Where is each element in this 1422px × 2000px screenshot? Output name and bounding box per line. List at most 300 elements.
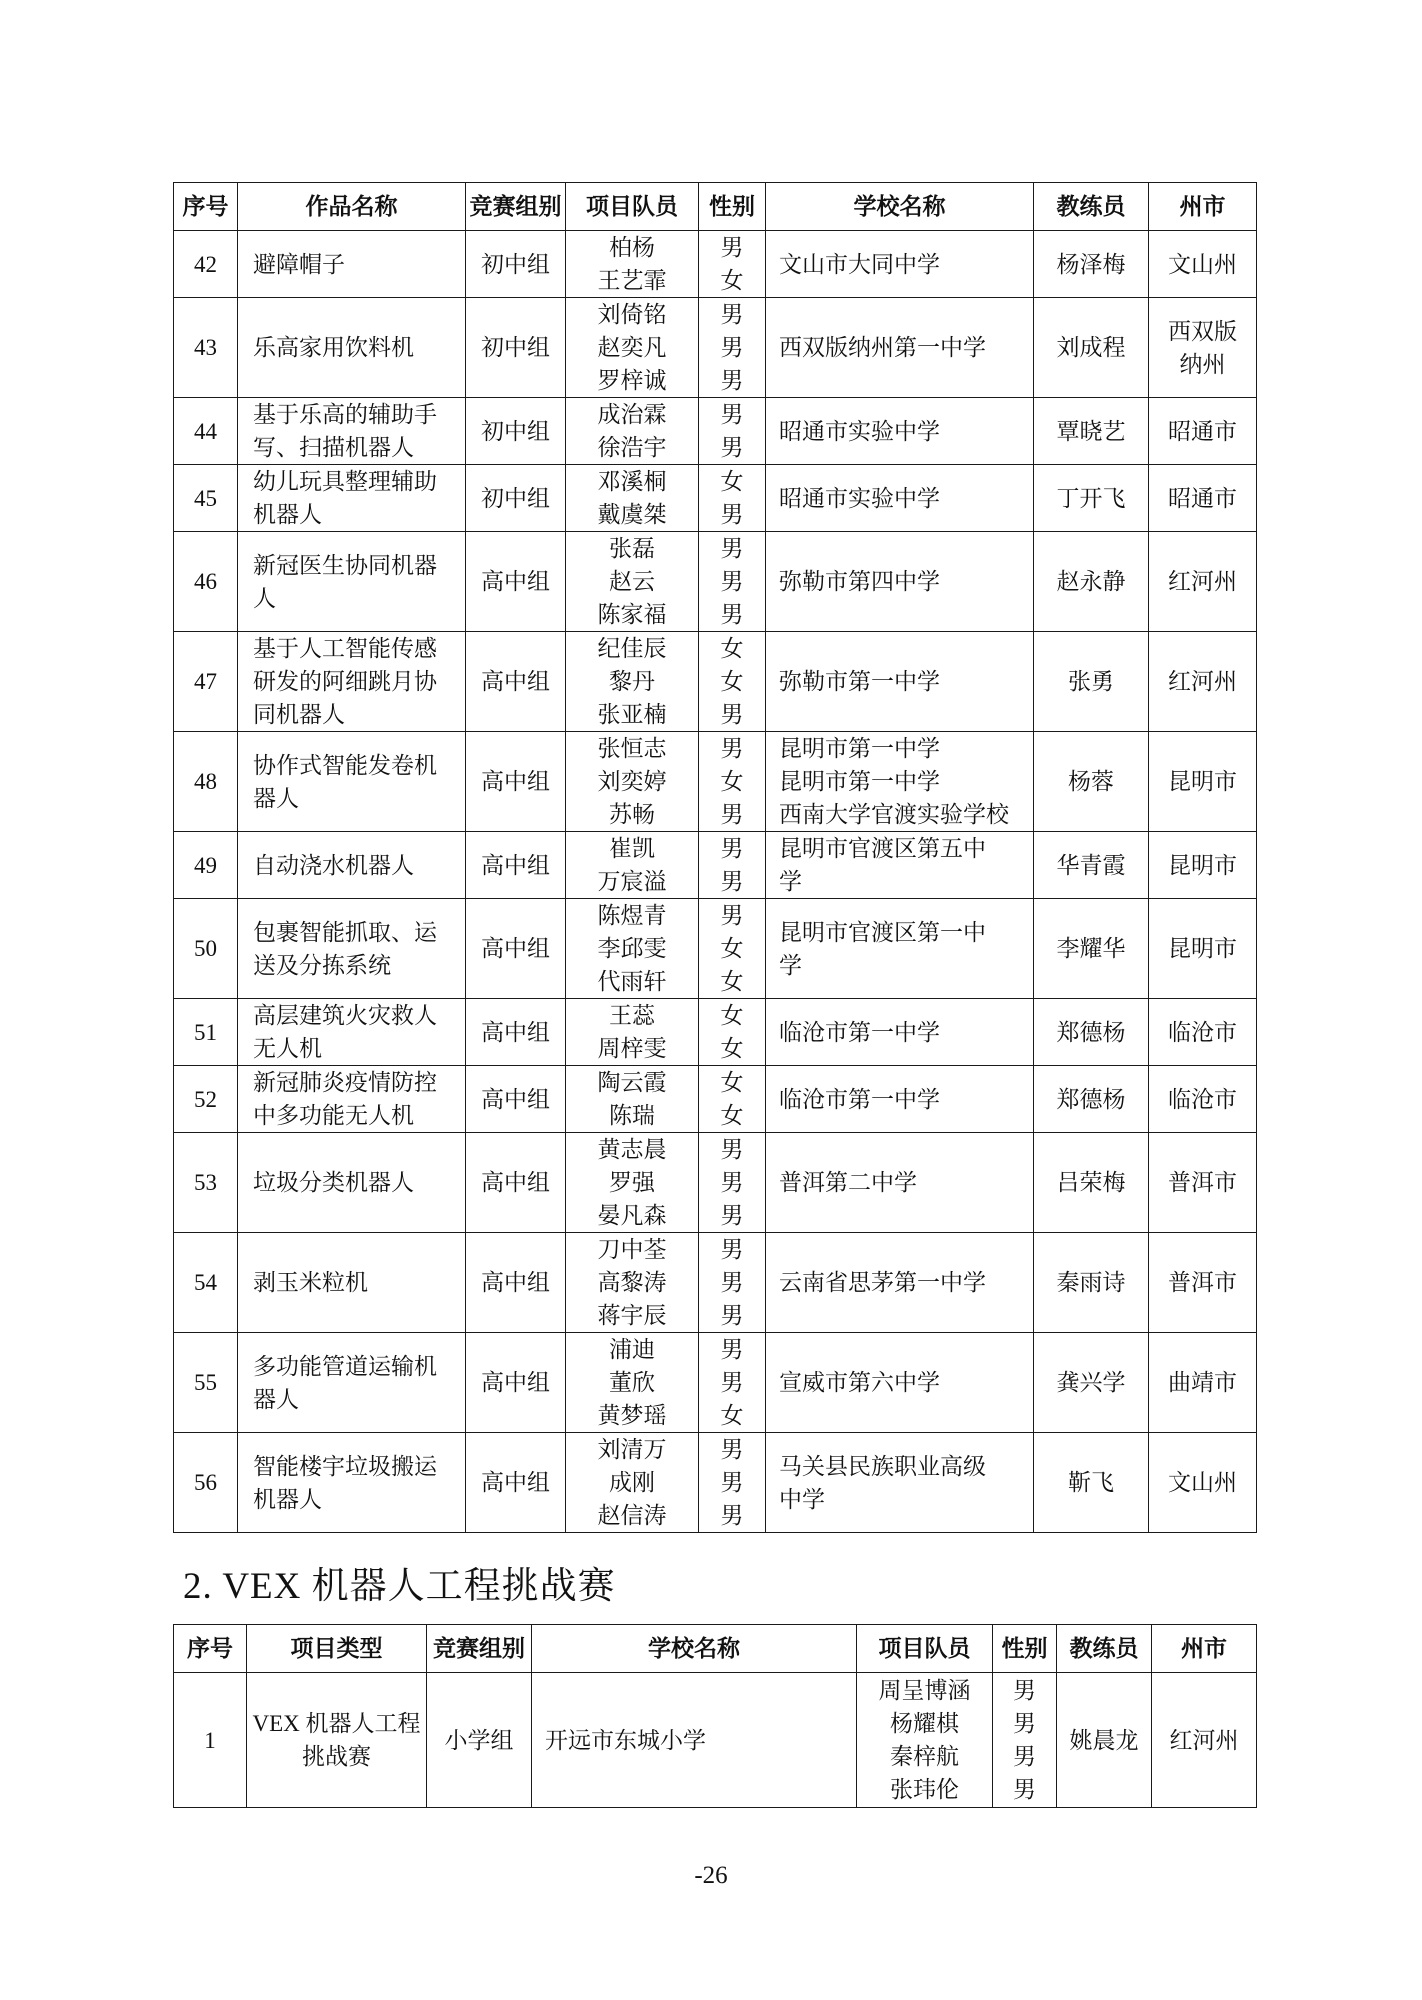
table-head	[174, 1625, 1257, 1673]
member-name: 罗梓诚	[597, 368, 667, 393]
group-cell	[466, 632, 566, 732]
city-name: 普洱市	[1168, 1170, 1237, 1195]
member-gender: 男	[720, 903, 744, 928]
city-name: 西双版纳州	[1168, 318, 1237, 377]
gender-cell	[699, 732, 766, 832]
city-cell	[1149, 231, 1257, 298]
column-header: 州市	[1149, 183, 1257, 231]
member-gender: 女	[720, 769, 744, 794]
table-row	[174, 832, 1257, 899]
school-cell	[532, 1673, 857, 1808]
work-name: 垃圾分类机器人	[253, 1170, 414, 1195]
member-gender: 男	[1013, 1744, 1036, 1769]
members-cell	[566, 999, 699, 1066]
row-number: 1	[204, 1727, 216, 1753]
row-number: 48	[194, 769, 217, 794]
member-name: 邓溪桐	[597, 469, 667, 494]
city-cell	[1149, 298, 1257, 398]
coach-cell	[1057, 1673, 1152, 1808]
work-name: 新冠医生协同机器人	[253, 552, 437, 611]
group-cell	[466, 999, 566, 1066]
competition-group: 高中组	[481, 1019, 550, 1045]
competition-group: 小学组	[444, 1727, 514, 1753]
coach-name: 杨泽梅	[1056, 251, 1126, 277]
competition-group: 高中组	[481, 569, 550, 594]
member-name: 黄梦瑶	[597, 1403, 667, 1428]
city-cell	[1149, 1333, 1257, 1433]
row-number: 46	[194, 569, 217, 594]
members-cell	[857, 1673, 993, 1808]
school-cell	[766, 298, 1034, 398]
competition-group: 高中组	[481, 769, 550, 794]
member-name: 赵奕凡	[597, 335, 667, 360]
members-cell	[566, 632, 699, 732]
member-gender: 男	[720, 1437, 744, 1462]
table-row	[174, 398, 1257, 465]
table-body	[174, 1673, 1257, 1808]
member-gender: 男	[720, 1203, 744, 1228]
member-gender: 男	[720, 402, 744, 427]
school-name: 弥勒市第四中学	[779, 569, 940, 594]
member-gender: 女	[720, 936, 744, 961]
member-gender: 女	[720, 469, 744, 494]
member-gender: 男	[720, 302, 744, 327]
members-cell	[566, 1133, 699, 1233]
member-name: 赵信涛	[597, 1503, 667, 1528]
gender-cell	[699, 1133, 766, 1233]
school-name: 弥勒市第一中学	[779, 669, 940, 694]
city-name: 临沧市	[1168, 1086, 1237, 1112]
member-name: 李邱雯	[597, 936, 667, 961]
work-name: 剥玉米粒机	[253, 1270, 368, 1295]
member-name: 崔凯	[609, 836, 655, 861]
gender-cell	[699, 899, 766, 999]
table-row	[174, 465, 1257, 532]
competition-group: 高中组	[481, 1470, 550, 1495]
group-cell	[466, 1233, 566, 1333]
school-name: 昆明市第一中学	[779, 769, 940, 794]
work-name-cell	[238, 298, 466, 398]
city-name: 昆明市	[1168, 769, 1237, 794]
competition-group: 高中组	[481, 1086, 550, 1112]
row-number: 45	[194, 485, 217, 511]
group-cell	[466, 899, 566, 999]
member-gender: 男	[720, 1337, 744, 1362]
coach-cell	[1034, 899, 1149, 999]
row-number: 52	[194, 1086, 217, 1112]
work-name: 多功能管道运输机器人	[253, 1353, 437, 1412]
member-gender: 男	[720, 1137, 744, 1162]
city-name: 红河州	[1169, 1727, 1239, 1753]
member-gender: 男	[720, 335, 744, 360]
table-row	[174, 1066, 1257, 1133]
coach-name: 华青霞	[1056, 852, 1126, 878]
member-name: 代雨轩	[597, 969, 667, 994]
school-cell	[766, 832, 1034, 899]
city-cell	[1149, 899, 1257, 999]
coach-cell	[1034, 465, 1149, 532]
member-gender: 女	[720, 268, 744, 293]
school-cell	[766, 632, 1034, 732]
work-name-cell	[238, 1233, 466, 1333]
gender-cell	[699, 1433, 766, 1533]
member-name: 黄志晨	[597, 1137, 667, 1162]
member-name: 陈煜青	[597, 903, 667, 928]
member-gender: 男	[720, 235, 744, 260]
coach-name: 张勇	[1068, 669, 1114, 694]
city-cell	[1149, 1133, 1257, 1233]
coach-name: 丁开飞	[1056, 485, 1126, 511]
members-cell	[566, 298, 699, 398]
work-name-cell	[238, 732, 466, 832]
work-name-cell	[238, 231, 466, 298]
table-header-row	[174, 183, 1257, 231]
number-cell	[174, 999, 238, 1066]
row-number: 55	[194, 1370, 217, 1395]
gender-cell	[699, 231, 766, 298]
number-cell	[174, 1133, 238, 1233]
city-cell	[1152, 1673, 1257, 1808]
coach-name: 龚兴学	[1056, 1370, 1126, 1395]
member-name: 柏杨	[609, 235, 655, 260]
group-cell	[466, 298, 566, 398]
school-name: 临沧市第一中学	[779, 1086, 940, 1112]
table-row	[174, 732, 1257, 832]
city-cell	[1149, 632, 1257, 732]
group-cell	[466, 1333, 566, 1433]
school-name: 临沧市第一中学	[779, 1019, 940, 1045]
member-gender: 男	[720, 1470, 744, 1495]
school-name: 云南省思茅第一中学	[779, 1270, 986, 1295]
group-cell	[427, 1673, 532, 1808]
member-name: 王蕊	[609, 1003, 655, 1028]
members-cell	[566, 899, 699, 999]
city-name: 昭通市	[1168, 485, 1237, 511]
work-name-cell	[238, 899, 466, 999]
competition-group: 初中组	[481, 335, 550, 360]
table-row	[174, 1433, 1257, 1533]
work-name: 乐高家用饮料机	[253, 335, 414, 360]
member-name: 周呈博涵	[878, 1678, 971, 1703]
city-cell	[1149, 832, 1257, 899]
member-name: 黎丹	[609, 669, 655, 694]
competition-group: 高中组	[481, 669, 550, 694]
coach-name: 郑德杨	[1056, 1019, 1126, 1045]
group-cell	[466, 532, 566, 632]
school-name: 西双版纳州第一中学	[779, 335, 986, 360]
school-name: 文山市大同中学	[779, 251, 940, 277]
member-gender: 男	[720, 536, 744, 561]
gender-cell	[699, 398, 766, 465]
school-cell	[766, 398, 1034, 465]
member-name: 纪佳辰	[597, 636, 667, 661]
member-gender: 男	[720, 368, 744, 393]
city-name: 昆明市	[1168, 936, 1237, 961]
member-gender: 男	[720, 569, 744, 594]
member-name: 张恒志	[597, 736, 667, 761]
member-name: 陈瑞	[609, 1103, 655, 1128]
member-gender: 男	[720, 1270, 744, 1295]
member-gender: 男	[1013, 1777, 1036, 1802]
member-name: 万宸溢	[597, 869, 667, 894]
coach-name: 李耀华	[1056, 936, 1126, 961]
number-cell	[174, 1233, 238, 1333]
member-name: 刘清万	[597, 1437, 667, 1462]
work-name-cell	[238, 532, 466, 632]
gender-cell	[699, 832, 766, 899]
group-cell	[466, 1066, 566, 1133]
members-cell	[566, 465, 699, 532]
table-row	[174, 532, 1257, 632]
member-name: 成刚	[609, 1470, 655, 1495]
coach-cell	[1034, 999, 1149, 1066]
school-cell	[766, 899, 1034, 999]
number-cell	[174, 1433, 238, 1533]
column-header: 性别	[699, 183, 766, 231]
member-gender: 女	[720, 1036, 744, 1061]
column-header: 项目队员	[857, 1625, 993, 1673]
row-number: 54	[194, 1270, 217, 1295]
table-row	[174, 1673, 1257, 1808]
group-cell	[466, 398, 566, 465]
gender-cell	[993, 1673, 1057, 1808]
school-name: 宣威市第六中学	[779, 1370, 940, 1395]
coach-cell	[1034, 832, 1149, 899]
work-name: 避障帽子	[253, 251, 345, 277]
number-cell	[174, 398, 238, 465]
group-cell	[466, 231, 566, 298]
member-name: 浦迪	[609, 1337, 655, 1362]
row-number: 47	[194, 669, 217, 694]
number-cell	[174, 1066, 238, 1133]
number-cell	[174, 465, 238, 532]
coach-name: 杨蓉	[1068, 769, 1114, 794]
row-number: 49	[194, 852, 217, 878]
group-cell	[466, 1133, 566, 1233]
work-name: 包裹智能抓取、运送及分拣系统	[253, 919, 437, 978]
award-table-robot-works	[173, 182, 1257, 1533]
school-cell	[766, 732, 1034, 832]
table-row	[174, 1333, 1257, 1433]
coach-name: 姚晨龙	[1069, 1727, 1139, 1753]
coach-name: 赵永静	[1056, 569, 1126, 594]
competition-group: 初中组	[481, 251, 550, 277]
school-name: 开远市东城小学	[545, 1727, 706, 1753]
work-name-cell	[238, 632, 466, 732]
member-gender: 男	[720, 602, 744, 627]
column-header: 竞赛组别	[427, 1625, 532, 1673]
coach-cell	[1034, 398, 1149, 465]
member-gender: 男	[720, 1503, 744, 1528]
group-cell	[466, 832, 566, 899]
group-cell	[466, 465, 566, 532]
work-name: 基于乐高的辅助手写、扫描机器人	[253, 402, 437, 460]
number-cell	[174, 231, 238, 298]
row-number: 50	[194, 936, 217, 961]
table-body	[174, 231, 1257, 1533]
members-cell	[566, 832, 699, 899]
gender-cell	[699, 1333, 766, 1433]
table-row	[174, 632, 1257, 732]
page-number: -26	[694, 1862, 728, 1889]
work-name-cell	[238, 398, 466, 465]
member-name: 高黎涛	[597, 1270, 667, 1295]
members-cell	[566, 1433, 699, 1533]
school-cell	[766, 532, 1034, 632]
coach-cell	[1034, 1333, 1149, 1433]
coach-name: 覃晓艺	[1056, 418, 1126, 444]
table-row	[174, 899, 1257, 999]
project-type-cell	[247, 1673, 427, 1808]
member-gender: 女	[720, 1070, 744, 1095]
work-name-cell	[238, 465, 466, 532]
city-name: 昭通市	[1168, 418, 1237, 444]
member-name: 王艺霏	[597, 268, 667, 293]
competition-group: 高中组	[481, 1270, 550, 1295]
coach-cell	[1034, 632, 1149, 732]
work-name: 幼儿玩具整理辅助机器人	[253, 469, 437, 527]
gender-cell	[699, 632, 766, 732]
column-header: 竞赛组别	[466, 183, 566, 231]
gender-cell	[699, 1233, 766, 1333]
member-name: 张亚楠	[597, 702, 667, 727]
member-name: 刀中荃	[597, 1237, 667, 1262]
city-name: 临沧市	[1168, 1019, 1237, 1045]
number-cell	[174, 298, 238, 398]
member-name: 赵云	[609, 569, 655, 594]
coach-cell	[1034, 231, 1149, 298]
competition-group: 初中组	[481, 418, 550, 444]
school-cell	[766, 465, 1034, 532]
coach-cell	[1034, 1133, 1149, 1233]
school-name: 昭通市实验中学	[779, 485, 940, 511]
work-name: 高层建筑火灾救人无人机	[253, 1003, 437, 1061]
member-gender: 男	[720, 1170, 744, 1195]
member-gender: 男	[720, 1370, 744, 1395]
member-name: 苏畅	[609, 802, 655, 827]
row-number: 51	[194, 1019, 217, 1045]
member-name: 罗强	[609, 1170, 655, 1195]
number-cell	[174, 532, 238, 632]
group-cell	[466, 732, 566, 832]
column-header: 项目队员	[566, 183, 699, 231]
members-cell	[566, 231, 699, 298]
table-row	[174, 298, 1257, 398]
column-header: 教练员	[1034, 183, 1149, 231]
member-gender: 女	[720, 969, 744, 994]
member-gender: 男	[720, 1303, 744, 1328]
city-name: 昆明市	[1168, 852, 1237, 878]
gender-cell	[699, 465, 766, 532]
members-cell	[566, 398, 699, 465]
city-cell	[1149, 465, 1257, 532]
column-header: 州市	[1152, 1625, 1257, 1673]
member-name: 陈家福	[597, 602, 667, 627]
column-header: 项目类型	[247, 1625, 427, 1673]
gender-cell	[699, 298, 766, 398]
member-name: 董欣	[609, 1370, 655, 1395]
table-row	[174, 1133, 1257, 1233]
member-gender: 男	[1013, 1711, 1036, 1736]
member-gender: 男	[720, 702, 744, 727]
work-name: 自动浇水机器人	[253, 852, 414, 878]
city-name: 红河州	[1168, 669, 1237, 694]
number-cell	[174, 832, 238, 899]
work-name: 协作式智能发卷机器人	[253, 752, 437, 811]
members-cell	[566, 1233, 699, 1333]
school-name: 昆明市官渡区第五中学	[779, 836, 986, 894]
column-header: 学校名称	[532, 1625, 857, 1673]
school-name: 马关县民族职业高级中学	[779, 1453, 986, 1512]
member-name: 刘奕婷	[597, 769, 667, 794]
project-type: VEX 机器人工程挑战赛	[252, 1711, 421, 1769]
city-cell	[1149, 999, 1257, 1066]
row-number: 43	[194, 335, 217, 360]
coach-name: 秦雨诗	[1056, 1270, 1126, 1295]
coach-name: 刘成程	[1056, 335, 1126, 360]
member-name: 戴虞桀	[597, 502, 667, 527]
group-cell	[466, 1433, 566, 1533]
column-header: 序号	[174, 1625, 247, 1673]
competition-group: 高中组	[481, 1170, 550, 1195]
member-name: 周梓雯	[597, 1036, 667, 1061]
competition-group: 初中组	[481, 485, 550, 511]
work-name: 智能楼宇垃圾搬运机器人	[253, 1453, 437, 1512]
member-gender: 男	[720, 736, 744, 761]
member-gender: 男	[720, 802, 744, 827]
award-table-vex	[173, 1624, 1257, 1808]
gender-cell	[699, 999, 766, 1066]
city-cell	[1149, 1233, 1257, 1333]
work-name-cell	[238, 1133, 466, 1233]
row-number: 53	[194, 1170, 217, 1195]
member-name: 徐浩宇	[597, 435, 667, 460]
section-heading-vex: 2. VEX 机器人工程挑战赛	[183, 1566, 616, 1607]
coach-name: 郑德杨	[1056, 1086, 1126, 1112]
member-name: 陶云霞	[597, 1070, 667, 1095]
school-cell	[766, 1333, 1034, 1433]
table-header-row	[174, 1625, 1257, 1673]
column-header: 序号	[174, 183, 238, 231]
number-cell	[174, 899, 238, 999]
competition-group: 高中组	[481, 936, 550, 961]
table-row	[174, 1233, 1257, 1333]
number-cell	[174, 632, 238, 732]
number-cell	[174, 1333, 238, 1433]
work-name-cell	[238, 1066, 466, 1133]
school-name: 昆明市官渡区第一中学	[779, 919, 986, 978]
row-number: 42	[194, 251, 217, 277]
work-name: 基于人工智能传感研发的阿细跳月协同机器人	[253, 636, 437, 727]
city-name: 曲靖市	[1168, 1370, 1237, 1395]
member-name: 晏凡森	[597, 1203, 667, 1228]
member-name: 张磊	[609, 536, 655, 561]
city-cell	[1149, 1433, 1257, 1533]
city-name: 文山州	[1168, 251, 1237, 277]
coach-cell	[1034, 1066, 1149, 1133]
column-header: 性别	[993, 1625, 1057, 1673]
member-gender: 男	[720, 836, 744, 861]
table-row	[174, 231, 1257, 298]
table-head	[174, 183, 1257, 231]
school-name: 西南大学官渡实验学校	[779, 802, 1009, 827]
competition-group: 高中组	[481, 852, 550, 878]
coach-cell	[1034, 532, 1149, 632]
school-cell	[766, 1233, 1034, 1333]
member-gender: 女	[720, 636, 744, 661]
school-cell	[766, 231, 1034, 298]
member-gender: 女	[720, 1003, 744, 1028]
